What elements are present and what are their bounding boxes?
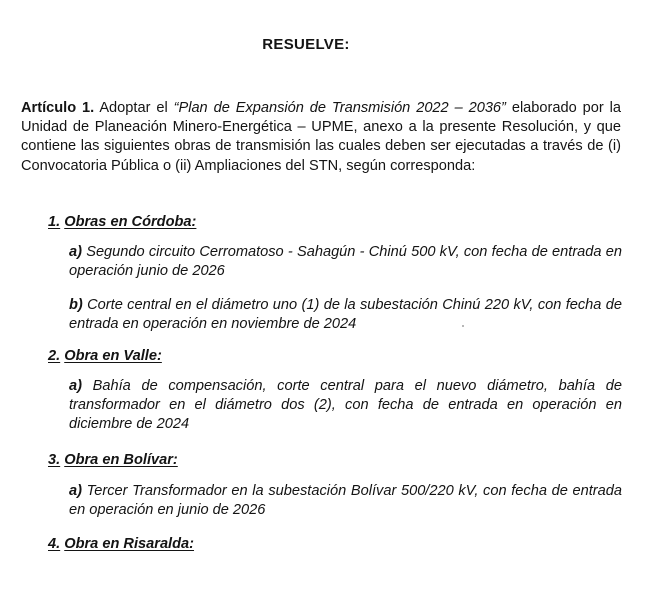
section-number: 2.	[48, 348, 61, 364]
article-number: Artículo 1.	[21, 100, 95, 116]
item-label: a)	[69, 483, 82, 499]
section-3-item-a	[69, 482, 622, 520]
section-2-item-a	[69, 377, 622, 435]
section-1-item-a	[69, 243, 622, 281]
section-1-item-b	[69, 296, 622, 334]
section-number: 3.	[48, 452, 61, 468]
article-text-before: Adoptar el	[94, 100, 174, 116]
section-title: Obra en Risaralda:	[64, 536, 195, 552]
section-title: Obras en Córdoba:	[64, 214, 197, 230]
section-1-heading	[48, 214, 196, 230]
article-1-paragraph	[21, 99, 621, 176]
section-title: Obra en Bolívar:	[64, 452, 178, 468]
item-label: a)	[69, 244, 82, 260]
section-title: Obra en Valle:	[64, 348, 162, 364]
item-label: b)	[69, 297, 83, 313]
item-text: Corte central en el diámetro uno (1) de la subestación Chinú 220 kV, con fecha de entrada en operación en noviembre de 2024	[69, 297, 622, 333]
section-number: 1.	[48, 214, 61, 230]
item-text: Segundo circuito Cerromatoso - Sahagún - Chinú 500 kV, con fecha de entrada en operación junio de 2026	[69, 244, 622, 280]
section-2-heading	[48, 348, 162, 364]
section-4-heading	[48, 536, 194, 552]
article-text-after: elaborado por la Unidad de Planeación Minero-Energética – UPME, anexo a la presente Resolución, y que contiene las siguientes obras de transmisión las cuales deben ser ejecutadas a través de (i) Convocatoria Pública o (ii) Ampliaciones del STN, según corresponda:	[21, 100, 621, 174]
section-3-heading	[48, 452, 178, 468]
plan-name: “Plan de Expansión de Transmisión 2022 – 2036”	[173, 100, 506, 116]
item-label: a)	[69, 378, 82, 394]
scan-speck	[462, 325, 464, 327]
section-number: 4.	[48, 536, 61, 552]
item-text: Tercer Transformador en la subestación Bolívar 500/220 kV, con fecha de entrada en operación en junio de 2026	[69, 483, 622, 519]
resolution-heading: RESUELVE:	[262, 36, 350, 53]
item-text: Bahía de compensación, corte central para el nuevo diámetro, bahía de transformador en el diámetro dos (2), con fecha de entrada en operación en diciembre de 2024	[69, 378, 622, 433]
